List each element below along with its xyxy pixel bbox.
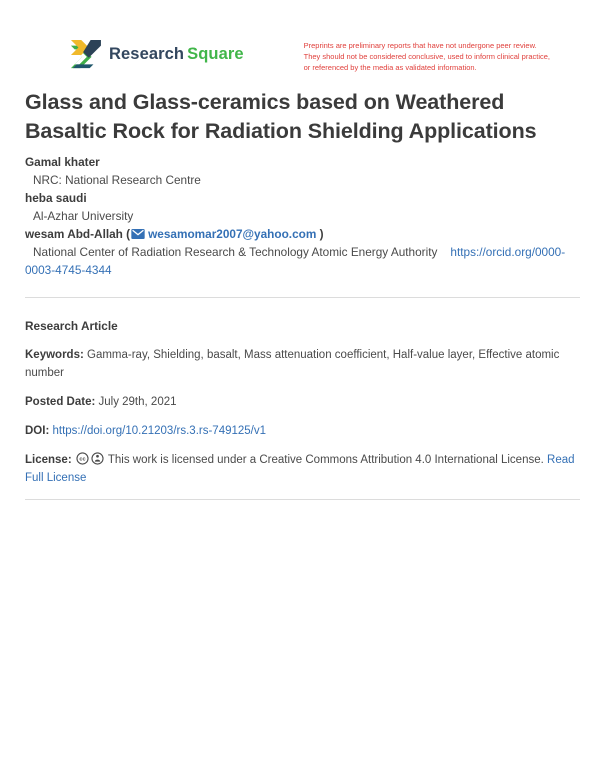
author-entry (25, 189, 580, 225)
keywords-row (25, 346, 580, 382)
doi-row (25, 422, 580, 440)
research-square-logo-icon (68, 39, 102, 69)
envelope-icon (131, 229, 145, 239)
doi-label: DOI: (25, 425, 50, 437)
author-affiliation: Al-Azhar University (33, 209, 134, 223)
license-label: License: (25, 454, 72, 466)
logo-word-research: Research (109, 44, 185, 63)
posted-date-value: July 29th, 2021 (98, 396, 177, 408)
header (0, 39, 600, 73)
posted-date-row (25, 393, 580, 411)
article-type-badge: Research Article (25, 319, 118, 333)
corresponding-author-name: wesam Abd-Allah (25, 227, 123, 241)
author-name: Gamal khater (25, 155, 100, 169)
posted-date-label: Posted Date: (25, 396, 96, 408)
license-row (25, 451, 580, 487)
read-full-license-link[interactable]: Read Full License (25, 454, 575, 484)
keywords-value: Gamma-ray, Shielding, basalt, Mass attenuation coefficient, Half-value layer, Effective atomic number (25, 349, 560, 379)
author-entry (25, 225, 580, 279)
author-list (25, 153, 580, 279)
divider-bottom (25, 499, 580, 500)
corresponding-author-email[interactable]: wesamomar2007@yahoo.com (148, 227, 317, 241)
author-affiliation (25, 243, 580, 279)
article-title: Glass and Glass-ceramics based on Weathered Basaltic Rock for Radiation Shielding Applications (25, 90, 537, 143)
email-paren-close: ) (319, 227, 324, 241)
license-text: This work is licensed under a Creative Commons Attribution 4.0 International License. (107, 454, 544, 466)
author-name (25, 225, 580, 243)
content-column (25, 88, 580, 279)
disclaimer-line-2: They should not be considered conclusive, used to inform clinical practice, (303, 52, 550, 61)
orcid-link[interactable]: https://orcid.org/0000-0003-4745-4344 (25, 245, 566, 277)
disclaimer-line-3: or referenced by the media as validated information. (303, 63, 477, 72)
svg-text:cc: cc (79, 456, 86, 463)
article-meta (25, 317, 580, 487)
logo-word-square: Square (187, 44, 244, 63)
meta-column (25, 317, 580, 487)
doi-link[interactable]: https://doi.org/10.21203/rs.3.rs-749125/v1 (52, 425, 267, 437)
logo-wordmark (109, 45, 244, 64)
affiliation-text: National Center of Radiation Research & Technology Atomic Energy Authority (33, 245, 438, 259)
author-affiliation: NRC: National Research Centre (33, 173, 201, 187)
attribution-icon (91, 452, 104, 465)
research-square-logo[interactable] (68, 39, 244, 69)
author-entry (25, 153, 580, 189)
cc-icon (76, 452, 89, 465)
keywords-label: Keywords: (25, 349, 84, 361)
preprint-disclaimer (304, 39, 550, 73)
divider-top (25, 297, 580, 298)
email-paren-open: ( (126, 227, 131, 241)
author-name: heba saudi (25, 191, 87, 205)
disclaimer-line-1: Preprints are preliminary reports that have not undergone peer review. (303, 41, 537, 50)
